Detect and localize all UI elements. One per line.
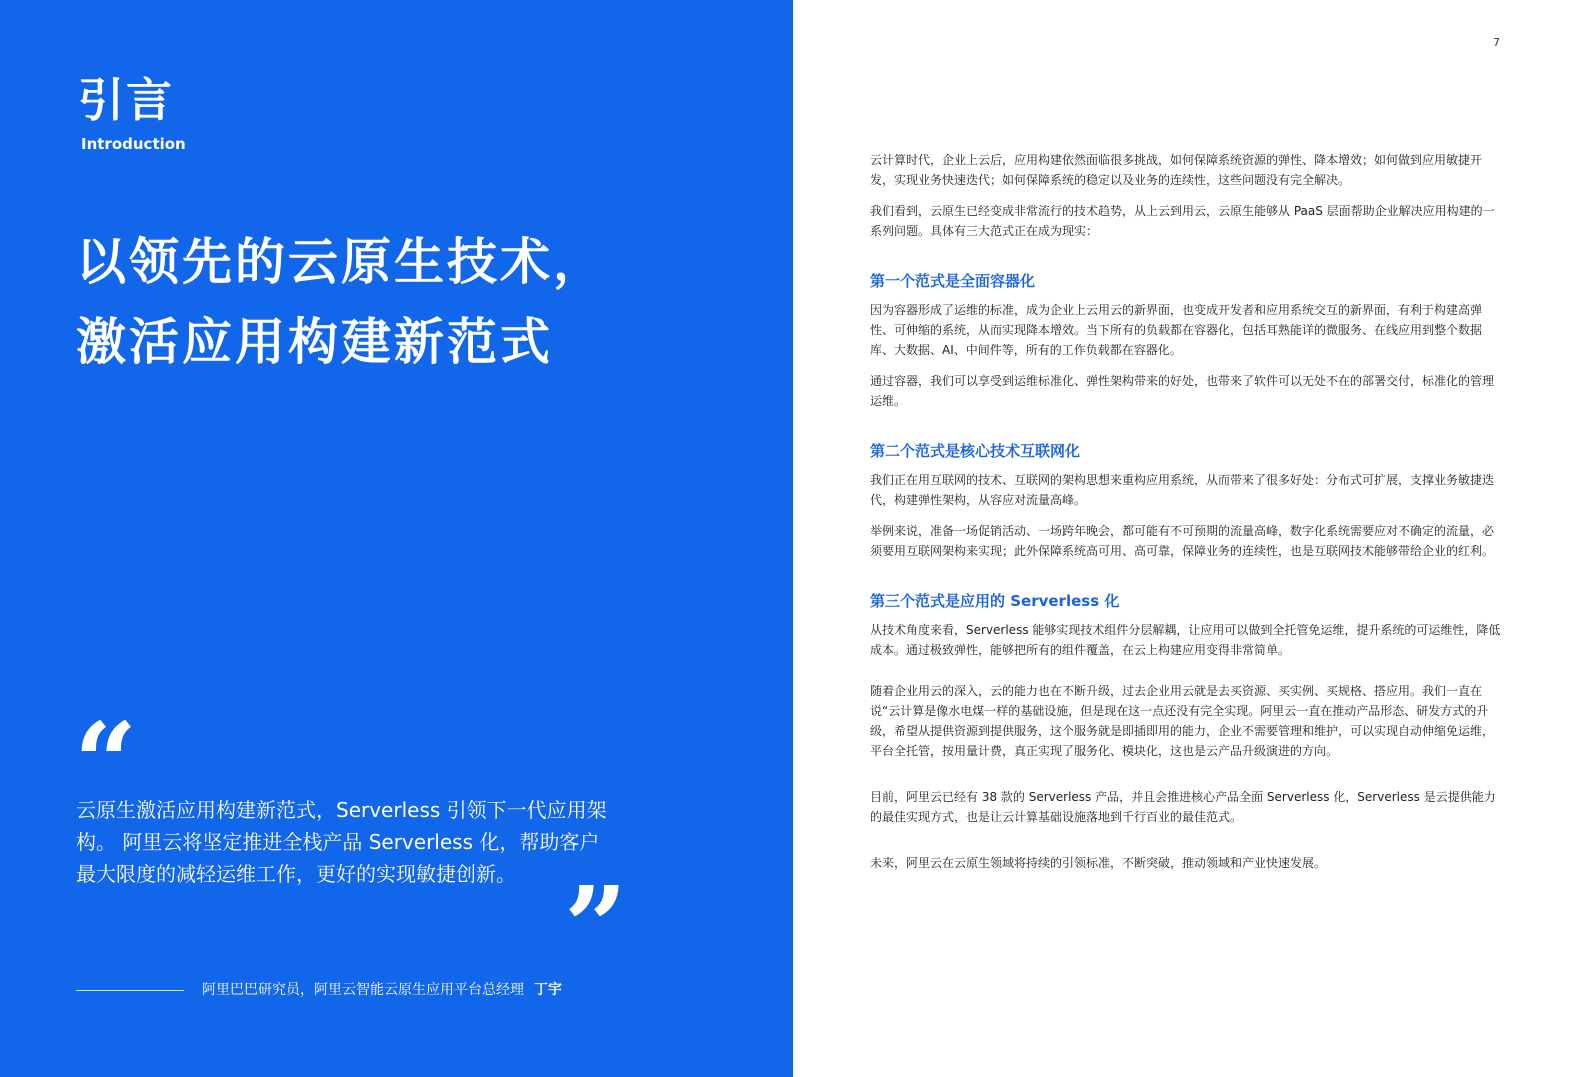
quote-text: 云原生激活应用构建新范式，Serverless 引领下一代应用架构。 阿里云将坚定推进全栈产品 Serverless 化，帮助客户最大限度的减轻运维工作，更好的实现敏捷创新。	[76, 798, 607, 886]
section-1-paragraph-1: 因为容器形成了运维的标准，成为企业上云用云的新界面，也变成开发者和应用系统交互的新界面，有利于构建高弹性、可伸缩的系统，从而实现降本增效。当下所有的负载都在容器化，包括耳熟能详的微服务、在线应用到整个数据库、大数据、AI、中间件等，所有的工作负载都在容器化。	[870, 303, 1483, 357]
intro-paragraph-1: 云计算时代，企业上云后，应用构建依然面临很多挑战，如何保障系统资源的弹性、降本增效；如何做到应用敏捷开发，实现业务快速迭代；如何保障系统的稳定以及业务的连续性，这些问题没有完全解决。	[870, 153, 1483, 187]
article-body	[870, 150, 1504, 884]
current-paragraph: 目前，阿里云已经有 38 款的 Serverless 产品，并且会推进核心产品全面 Serverless 化，Serverless 是云提供能力的最佳实现方式，也是让云计算基础设施落地到千行百业的最佳范式。	[870, 790, 1496, 824]
headline-line-1: 以领先的云原生技术，	[76, 233, 606, 291]
section-subtitle: Introduction	[81, 135, 186, 153]
left-panel	[0, 0, 793, 1077]
future-paragraph: 未来，阿里云在云原生领域将持续的引领标准，不断突破，推动领域和产业快速发展。	[870, 856, 1327, 870]
section-heading-3: 第三个范式是应用的 Serverless 化	[870, 592, 1120, 610]
open-quote-icon: “	[74, 698, 138, 827]
headline	[76, 222, 606, 382]
attribution-role: 阿里巴巴研究员，阿里云智能云原生应用平台总经理	[202, 982, 524, 998]
section-1-paragraph-2: 通过容器，我们可以享受到运维标准化、弹性架构带来的好处，也带来了软件可以无处不在的部署交付，标准化的管理运维。	[870, 374, 1495, 408]
section-2-paragraph-2: 举例来说，准备一场促销活动、一场跨年晚会，都可能有不可预期的流量高峰，数字化系统需要应对不确定的流量，必须要用互联网架构来实现；此外保障系统高可用、高可靠，保障业务的连续性，也是互联网技术能够带给企业的红利。	[870, 524, 1495, 558]
intro-paragraph-2: 我们看到，云原生已经变成非常流行的技术趋势，从上云到用云，云原生能够从 PaaS 层面帮助企业解决应用构建的一系列问题。具体有三大范式正在成为现实：	[870, 204, 1495, 238]
close-quote-icon: ”	[564, 862, 628, 991]
section-3-paragraph-1: 从技术角度来看，Serverless 能够实现技术组件分层解耦，让应用可以做到全托管免运维，提升系统的可运维性，降低成本。通过极致弹性，能够把所有的组件覆盖，在云上构建应用变得非常简单。	[870, 623, 1501, 657]
section-heading-1: 第一个范式是全面容器化	[870, 272, 1036, 290]
attribution-name: 丁宇	[534, 982, 562, 998]
section-heading-2: 第二个范式是核心技术互联网化	[870, 442, 1081, 460]
page-number: 7	[1493, 36, 1500, 49]
section-2-paragraph-1: 我们正在用互联网的技术、互联网的架构思想来重构应用系统，从而带来了很多好处：分布式可扩展，支撑业务敏捷迭代，构建弹性架构，从容应对流量高峰。	[870, 473, 1495, 507]
attribution-divider	[76, 990, 184, 991]
attribution	[202, 980, 562, 1000]
headline-line-2: 激活应用构建新范式	[76, 313, 553, 371]
right-panel	[793, 0, 1587, 1077]
upgrade-paragraph: 随着企业用云的深入，云的能力也在不断升级，过去企业用云就是去买资源、买实例、买规格、搭应用。我们一直在说“云计算是像水电煤一样的基础设施，但是现在这一点还没有完全实现。阿里云一直在推动产品形态、研发方式的升级，希望从提供资源到提供服务，这个服务就是即插即用的能力，企业不需要管理和维护，可以实现自动伸缩免运维，平台全托管，按用量计费，真正实现了服务化、模块化，这也是云产品升级演进的方向。	[870, 684, 1495, 758]
section-title: 引言	[78, 73, 174, 127]
